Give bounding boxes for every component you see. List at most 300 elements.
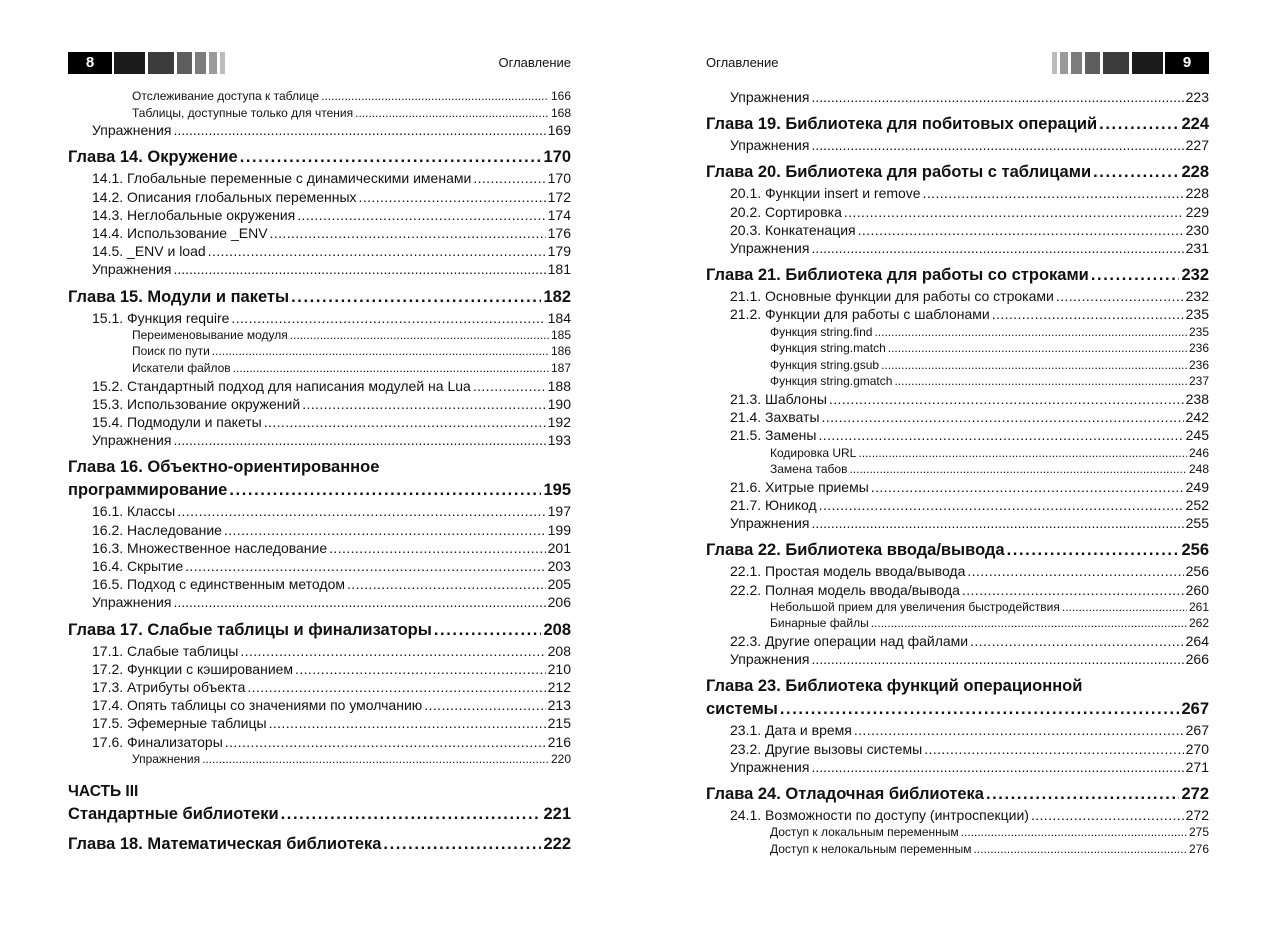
toc-entry-title: 17.5. Эфемерные таблицы	[92, 715, 267, 732]
dot-leader	[383, 833, 541, 856]
toc-entry	[68, 479, 571, 502]
table-of-contents	[706, 88, 1209, 857]
header-decoration-bars	[114, 52, 225, 74]
toc-entry-page: 246	[1188, 445, 1209, 460]
toc-entry-page: 223	[1185, 89, 1209, 105]
toc-entry-page: 222	[543, 835, 571, 854]
toc-entry	[706, 496, 1209, 514]
toc-entry-page: 195	[543, 481, 571, 500]
toc-entry-title: 15.4. Подмодули и пакеты	[92, 414, 262, 430]
toc-entry	[68, 88, 571, 105]
dot-leader	[233, 360, 549, 377]
toc-entry	[68, 696, 571, 714]
toc-entry	[68, 456, 571, 479]
toc-entry	[68, 803, 571, 826]
dot-leader	[269, 714, 546, 732]
dot-leader	[1007, 539, 1180, 562]
dot-leader	[173, 431, 545, 449]
toc-entry-page: 187	[550, 361, 571, 375]
toc-entry-title: 21.4. Захваты	[730, 409, 820, 426]
toc-entry-page: 228	[1185, 185, 1209, 202]
toc-entry-title: 24.1. Возможности по доступу (интроспекции)	[730, 807, 1029, 824]
toc-entry-page: 188	[547, 377, 571, 394]
dot-leader	[329, 539, 546, 557]
toc-entry-title: Упражнения	[730, 651, 810, 668]
dot-leader	[302, 395, 545, 413]
toc-entry-title: 22.1. Простая модель ввода/вывода	[730, 563, 966, 580]
toc-entry	[68, 169, 571, 187]
toc-entry-title: Кодировка URL	[770, 445, 857, 460]
toc-entry-page: 179	[547, 243, 571, 260]
toc-entry-page: 208	[543, 620, 571, 639]
dot-leader	[894, 373, 1187, 390]
toc-entry-page: 229	[1185, 203, 1209, 220]
toc-entry	[68, 327, 571, 344]
dot-leader	[321, 88, 549, 105]
toc-entry	[68, 678, 571, 696]
toc-entry-page: 190	[547, 395, 571, 412]
toc-entry-page: 210	[547, 660, 571, 677]
toc-entry	[706, 721, 1209, 739]
toc-entry-title: Глава 17. Слабые таблицы и финализаторы	[68, 620, 432, 639]
dot-leader	[811, 650, 1183, 668]
toc-entry-page: 203	[547, 558, 571, 575]
toc-entry-page: 197	[547, 503, 571, 520]
dot-leader	[844, 203, 1184, 221]
dot-leader	[871, 615, 1187, 632]
toc-entry-page: 220	[550, 751, 571, 766]
toc-entry-page: 206	[547, 594, 571, 611]
toc-entry-title: системы	[706, 700, 778, 719]
toc-entry-page: 260	[1185, 581, 1209, 598]
toc-entry-title: Упражнения	[92, 432, 172, 449]
toc-entry-page: 172	[547, 188, 571, 205]
toc-entry-page: 181	[547, 261, 571, 278]
dot-leader	[829, 390, 1184, 408]
toc-entry	[68, 642, 571, 660]
dot-leader	[967, 562, 1183, 580]
toc-entry-title: Упражнения	[92, 122, 172, 139]
toc-entry	[706, 373, 1209, 390]
toc-entry-title: Таблицы, доступные только для чтения	[132, 105, 354, 120]
page-header	[68, 52, 571, 74]
toc-entry-page: 192	[547, 414, 571, 430]
toc-entry-title: Упражнения	[92, 261, 172, 278]
toc-entry-page: 238	[1185, 391, 1209, 407]
header-decoration-bars	[1052, 52, 1163, 74]
toc-entry	[706, 357, 1209, 374]
toc-entry-title: Функция string.match	[770, 341, 886, 356]
toc-entry-title: 17.2. Функции с кэшированием	[92, 660, 294, 677]
toc-entry-page: 236	[1188, 341, 1209, 356]
toc-entry-title: Функция string.find	[770, 324, 873, 339]
toc-entry	[68, 539, 571, 557]
toc-entry-page: 267	[1185, 722, 1209, 739]
toc-entry-title: Бинарные файлы	[770, 616, 869, 631]
toc-entry-title: 14.4. Использование _ENV	[92, 225, 268, 241]
dot-leader	[974, 841, 1187, 858]
toc-entry	[706, 650, 1209, 668]
dot-leader	[822, 408, 1184, 426]
toc-entry-page: 212	[547, 679, 571, 696]
toc-entry-page: 266	[1185, 651, 1209, 668]
dot-leader	[888, 340, 1187, 357]
toc-entry-title: Поиск по пути	[132, 344, 210, 359]
toc-entry-title: Искатели файлов	[132, 361, 231, 375]
toc-entry-title: Упражнения	[730, 137, 810, 154]
toc-entry-title: Глава 16. Объектно-ориентированное	[68, 458, 380, 477]
toc-entry-page: 199	[547, 521, 571, 538]
dot-leader	[1093, 161, 1179, 184]
toc-entry-page: 235	[1185, 306, 1209, 323]
toc-entry-title: 14.5. _ENV и load	[92, 243, 206, 260]
toc-entry	[706, 740, 1209, 758]
toc-entry-page: 201	[547, 539, 571, 556]
toc-entry	[68, 146, 571, 169]
toc-entry	[706, 514, 1209, 532]
toc-entry-title: 21.1. Основные функции для работы со строками	[730, 288, 1054, 305]
toc-entry-page: 237	[1188, 374, 1209, 389]
toc-entry	[68, 260, 571, 278]
toc-entry-page: 256	[1181, 541, 1209, 560]
toc-entry-page: 261	[1188, 599, 1209, 614]
toc-entry-page: 205	[547, 576, 571, 593]
toc-entry-title: Глава 15. Модули и пакеты	[68, 287, 290, 306]
toc-entry-title: Доступ к нелокальным переменным	[770, 841, 972, 856]
toc-entry-page: 248	[1188, 462, 1209, 477]
toc-entry	[706, 461, 1209, 478]
dot-leader	[819, 496, 1184, 514]
toc-entry-page: 245	[1185, 427, 1209, 444]
toc-entry	[706, 390, 1209, 408]
toc-entry-title: Замена табов	[770, 462, 848, 477]
toc-entry-page: 242	[1185, 409, 1209, 426]
toc-entry	[68, 557, 571, 575]
toc-entry-title: 17.3. Атрибуты объекта	[92, 679, 246, 696]
toc-entry-page: 170	[547, 170, 571, 187]
toc-entry-page: 272	[1181, 785, 1209, 804]
toc-entry	[706, 783, 1209, 806]
toc-entry-page: 166	[550, 89, 571, 103]
dot-leader	[1091, 264, 1180, 287]
toc-entry	[706, 184, 1209, 202]
toc-entry	[68, 224, 571, 242]
toc-entry	[68, 121, 571, 139]
dot-leader	[229, 479, 541, 502]
dot-leader	[173, 593, 545, 611]
toc-entry-page: 176	[547, 225, 571, 241]
toc-entry-title: 15.2. Стандартный подход для написания модулей на Lua	[92, 377, 471, 394]
toc-entry-title: Глава 21. Библиотека для работы со строками	[706, 266, 1089, 285]
toc-entry	[706, 287, 1209, 305]
toc-entry-page: 169	[547, 122, 571, 139]
toc-entry	[706, 599, 1209, 616]
toc-entry-title: 14.3. Неглобальные окружения	[92, 206, 296, 223]
dot-leader	[281, 803, 542, 826]
toc-entry	[706, 203, 1209, 221]
toc-entry-title: Глава 22. Библиотека ввода/вывода	[706, 541, 1005, 560]
toc-entry	[706, 581, 1209, 599]
toc-entry	[68, 395, 571, 413]
toc-entry-title: 20.3. Конкатенация	[730, 221, 856, 238]
toc-entry-title: Функция string.gmatch	[770, 374, 893, 389]
toc-entry	[68, 413, 571, 431]
dot-leader	[231, 309, 545, 327]
toc-entry	[68, 502, 571, 520]
dot-leader	[173, 260, 545, 278]
toc-entry-page: 221	[543, 805, 571, 824]
toc-entry	[706, 562, 1209, 580]
toc-entry-page: 272	[1185, 807, 1209, 824]
toc-entry	[68, 660, 571, 678]
toc-entry-title: 23.2. Другие вызовы системы	[730, 740, 923, 757]
dot-leader	[290, 327, 549, 344]
dot-leader	[173, 121, 545, 139]
toc-entry	[68, 575, 571, 593]
toc-entry-page: 184	[547, 309, 571, 326]
toc-entry-page: 215	[547, 715, 571, 732]
toc-entry-title: Глава 18. Математическая библиотека	[68, 835, 382, 854]
toc-entry-page: 168	[550, 105, 571, 120]
toc-entry-title: Глава 19. Библиотека для побитовых операций	[706, 115, 1098, 134]
toc-entry-page: 224	[1181, 115, 1209, 134]
toc-entry	[706, 136, 1209, 154]
toc-entry	[706, 615, 1209, 632]
dot-leader	[858, 221, 1184, 239]
toc-entry-page: 193	[547, 432, 571, 449]
toc-entry-title: 22.2. Полная модель ввода/вывода	[730, 581, 960, 598]
dot-leader	[434, 619, 542, 642]
toc-entry	[706, 841, 1209, 858]
toc-entry	[68, 242, 571, 260]
dot-leader	[177, 502, 545, 520]
toc-entry-title: 14.1. Глобальные переменные с динамическими именами	[92, 170, 472, 187]
toc-entry-title: 21.2. Функции для работы с шаблонами	[730, 306, 990, 323]
toc-entry-page: 276	[1188, 841, 1209, 856]
toc-entry	[706, 221, 1209, 239]
toc-entry-page: 216	[547, 733, 571, 750]
toc-entry-title: 15.1. Функция require	[92, 309, 230, 326]
dot-leader	[854, 721, 1184, 739]
dot-leader	[473, 377, 546, 395]
toc-entry	[706, 698, 1209, 721]
toc-entry-title: Стандартные библиотеки	[68, 805, 279, 824]
toc-entry	[68, 733, 571, 751]
dot-leader	[355, 105, 549, 122]
toc-entry	[706, 305, 1209, 323]
toc-entry-title: 22.3. Другие операции над файлами	[730, 633, 969, 649]
toc-entry-title: Упражнения	[730, 89, 810, 105]
toc-entry-title: 17.6. Финализаторы	[92, 733, 223, 750]
toc-entry-title: 16.3. Множественное наследование	[92, 539, 328, 556]
toc-entry-page: 227	[1185, 137, 1209, 154]
toc-entry	[706, 824, 1209, 841]
toc-entry-title: Упражнения	[132, 751, 201, 766]
dot-leader	[297, 206, 545, 224]
page-header	[706, 52, 1209, 74]
toc-entry	[706, 806, 1209, 824]
toc-entry-page: 252	[1185, 497, 1209, 513]
dot-leader	[424, 696, 545, 714]
toc-entry-title: 23.1. Дата и время	[730, 722, 852, 739]
dot-leader	[874, 324, 1187, 341]
toc-entry-page: 267	[1181, 700, 1209, 719]
toc-entry-page: 262	[1188, 616, 1209, 631]
dot-leader	[202, 751, 549, 768]
toc-entry-page: 186	[550, 344, 571, 359]
toc-entry	[68, 360, 571, 377]
toc-entry	[68, 781, 571, 803]
dot-leader	[871, 478, 1184, 496]
toc-entry	[68, 309, 571, 327]
toc-entry	[706, 426, 1209, 444]
dot-leader	[247, 678, 545, 696]
toc-entry-page: 256	[1185, 563, 1209, 580]
toc-entry-title: 17.4. Опять таблицы со значениями по умолчанию	[92, 697, 423, 714]
toc-entry-title: Упражнения	[92, 594, 172, 611]
dot-leader	[208, 242, 546, 260]
toc-entry	[68, 188, 571, 206]
toc-entry	[706, 758, 1209, 776]
dot-leader	[270, 224, 546, 242]
dot-leader	[992, 305, 1184, 323]
toc-entry-title: Глава 23. Библиотека функций операционной	[706, 677, 1083, 696]
toc-entry	[68, 286, 571, 309]
header-title: Оглавление	[706, 55, 779, 70]
dot-leader	[295, 660, 546, 678]
toc-entry-title: 16.2. Наследование	[92, 521, 222, 538]
table-of-contents	[68, 88, 571, 856]
dot-leader	[291, 286, 541, 309]
toc-entry-page: 264	[1185, 633, 1209, 649]
dot-leader	[811, 88, 1183, 106]
toc-entry-page: 249	[1185, 478, 1209, 495]
toc-entry	[68, 377, 571, 395]
toc-entry	[706, 408, 1209, 426]
toc-entry-page: 232	[1185, 288, 1209, 305]
toc-entry-page: 182	[543, 287, 571, 306]
toc-entry-title: 16.4. Скрытие	[92, 558, 184, 575]
header-title: Оглавление	[498, 55, 571, 70]
toc-entry-title: 21.5. Замены	[730, 427, 817, 444]
dot-leader	[923, 184, 1184, 202]
dot-leader	[970, 632, 1184, 650]
toc-entry	[68, 343, 571, 360]
toc-entry-page: 232	[1181, 266, 1209, 285]
toc-entry	[706, 340, 1209, 357]
toc-entry-page: 255	[1185, 515, 1209, 532]
toc-entry	[706, 632, 1209, 650]
toc-entry-title: ЧАСТЬ III	[68, 783, 139, 801]
toc-entry	[68, 619, 571, 642]
toc-entry-title: Упражнения	[730, 240, 810, 257]
dot-leader	[240, 642, 545, 660]
toc-entry	[68, 593, 571, 611]
toc-entry-page: 170	[543, 148, 571, 167]
dot-leader	[473, 169, 545, 187]
toc-entry-title: 21.3. Шаблоны	[730, 391, 827, 407]
dot-leader	[1099, 113, 1179, 136]
toc-entry	[706, 675, 1209, 698]
toc-entry	[706, 478, 1209, 496]
dot-leader	[1031, 806, 1184, 824]
dot-leader	[185, 557, 546, 575]
dot-leader	[961, 824, 1187, 841]
toc-entry-title: Переименовывание модуля	[132, 327, 288, 342]
dot-leader	[811, 136, 1183, 154]
toc-entry	[706, 113, 1209, 136]
toc-entry	[706, 539, 1209, 562]
toc-entry-title: Доступ к локальным переменным	[770, 825, 959, 840]
dot-leader	[811, 239, 1183, 257]
toc-entry	[706, 239, 1209, 257]
page-number: 9	[1165, 52, 1209, 74]
toc-entry	[706, 264, 1209, 287]
dot-leader	[811, 758, 1183, 776]
toc-entry-page: 275	[1188, 825, 1209, 840]
dot-leader	[962, 581, 1184, 599]
toc-entry-title: Упражнения	[730, 758, 810, 775]
dot-leader	[1056, 287, 1184, 305]
dot-leader	[212, 343, 549, 360]
toc-entry-title: Глава 20. Библиотека для работы с таблицами	[706, 163, 1092, 182]
dot-leader	[225, 733, 546, 751]
toc-entry	[68, 105, 571, 122]
dot-leader	[1062, 599, 1187, 616]
toc-entry-title: 20.1. Функции insert и remove	[730, 185, 921, 202]
toc-entry-page: 185	[550, 327, 571, 342]
toc-entry-title: 17.1. Слабые таблицы	[92, 642, 239, 659]
toc-entry-title: Функция string.gsub	[770, 357, 880, 372]
toc-entry-title: 21.7. Юникод	[730, 497, 817, 513]
dot-leader	[986, 783, 1180, 806]
toc-entry-title: Отслеживание доступа к таблице	[132, 89, 320, 103]
toc-entry	[706, 161, 1209, 184]
toc-entry	[68, 431, 571, 449]
dot-leader	[780, 698, 1180, 721]
dot-leader	[818, 426, 1183, 444]
dot-leader	[347, 575, 546, 593]
toc-entry-title: Упражнения	[730, 515, 810, 532]
dot-leader	[858, 445, 1187, 462]
toc-entry-page: 230	[1185, 221, 1209, 238]
dot-leader	[359, 188, 546, 206]
toc-entry	[68, 521, 571, 539]
toc-entry	[706, 324, 1209, 341]
toc-entry-page: 174	[547, 206, 571, 223]
toc-entry-page: 235	[1188, 324, 1209, 339]
dot-leader	[240, 146, 542, 169]
dot-leader	[881, 357, 1187, 374]
toc-entry-title: 16.5. Подход с единственным методом	[92, 576, 345, 593]
toc-entry	[68, 714, 571, 732]
dot-leader	[224, 521, 546, 539]
dot-leader	[264, 413, 546, 431]
toc-entry-title: 21.6. Хитрые приемы	[730, 478, 869, 495]
toc-entry-title: Глава 24. Отладочная библиотека	[706, 785, 984, 804]
page-number: 8	[68, 52, 112, 74]
toc-entry	[706, 445, 1209, 462]
toc-entry	[706, 88, 1209, 106]
toc-entry-title: 20.2. Сортировка	[730, 203, 842, 220]
toc-entry-title: Глава 14. Окружение	[68, 148, 238, 167]
toc-entry-title: 15.3. Использование окружений	[92, 395, 301, 412]
dot-leader	[849, 461, 1187, 478]
toc-entry-page: 231	[1185, 240, 1209, 257]
toc-entry	[68, 751, 571, 768]
dot-leader	[811, 514, 1183, 532]
toc-entry	[68, 833, 571, 856]
